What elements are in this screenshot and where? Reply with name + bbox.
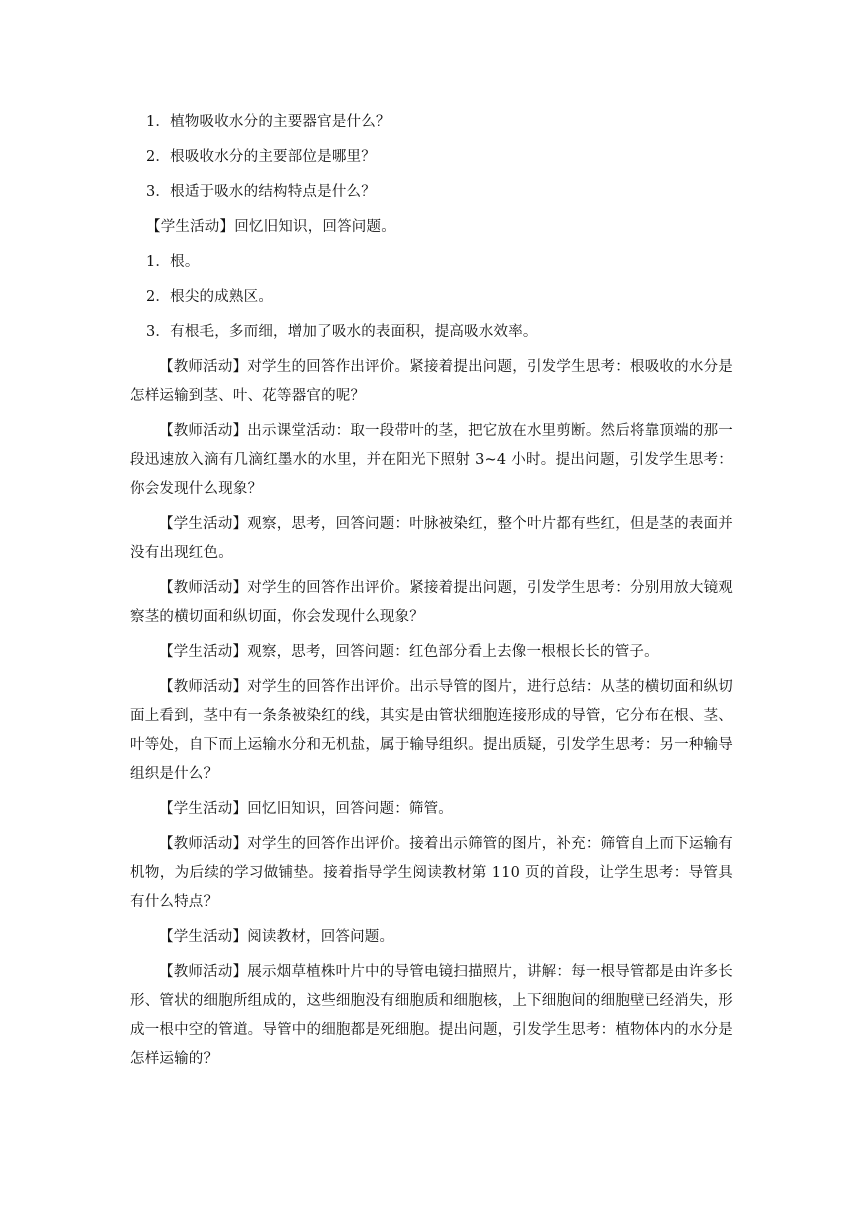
answer-2: 2．根尖的成熟区。 (146, 289, 274, 305)
student-activity-3: 【学生活动】观察，思考，回答问题：红色部分看上去像一根根长长的管子。 (159, 644, 659, 660)
answer-1: 1．根。 (146, 254, 200, 270)
teacher-activity-6: 【教师活动】展示烟草植株叶片中的导管电镜扫描照片，讲解：每一根导管都是由许多长形、管状的细胞所组成的，这些细胞没有细胞质和细胞核，上下细胞间的细胞壁已经消失，形成一根中空的管道。导管中的细胞都是死细胞。提出问题，引发学生思考：植物体内的水分是怎样运输的？ (130, 964, 733, 1067)
question-1: 1．植物吸收水分的主要器官是什么？ (146, 114, 391, 130)
question-3: 3．根适于吸水的结构特点是什么？ (146, 184, 376, 200)
teacher-activity-5: 【教师活动】对学生的回答作出评价。接着出示筛管的图片，补充：筛管自上而下运输有机物，为后续的学习做铺垫。接着指导学生阅读教材第 110 页的首段，让学生思考：导管具有什么特点？ (130, 836, 733, 910)
teacher-activity-2: 【教师活动】出示课堂活动：取一段带叶的茎，把它放在水里剪断。然后将靠顶端的那一段迅速放入滴有几滴红墨水的水里，并在阳光下照射 3~4 小时。提出问题，引发学生思考：你会发现什么现象？ (130, 423, 733, 497)
student-activity-5: 【学生活动】阅读教材，回答问题。 (159, 929, 395, 945)
question-2: 2．根吸收水分的主要部位是哪里？ (146, 149, 376, 165)
student-activity-2: 【学生活动】观察，思考，回答问题：叶脉被染红，整个叶片都有些红，但是茎的表面并没有出现红色。 (130, 516, 733, 561)
student-activity-4: 【学生活动】回忆旧知识，回答问题：筛管。 (159, 801, 453, 817)
student-activity-1: 【学生活动】回忆旧知识，回答问题。 (146, 219, 396, 235)
teacher-activity-4: 【教师活动】对学生的回答作出评价。出示导管的图片，进行总结：从茎的横切面和纵切面上看到，茎中有一条条被染红的线，其实是由管状细胞连接形成的导管，它分布在根、茎、叶等处，自下而上运输水分和无机盐，属于输导组织。提出质疑，引发学生思考：另一种输导组织是什么？ (130, 679, 733, 782)
teacher-activity-1: 【教师活动】对学生的回答作出评价。紧接着提出问题，引发学生思考：根吸收的水分是怎样运输到茎、叶、花等器官的呢？ (130, 359, 733, 404)
teacher-activity-3: 【教师活动】对学生的回答作出评价。紧接着提出问题，引发学生思考：分别用放大镜观察茎的横切面和纵切面，你会发现什么现象？ (130, 580, 733, 625)
answer-3: 3．有根毛，多而细，增加了吸水的表面积，提高吸水效率。 (146, 324, 538, 340)
document-body (130, 108, 733, 1080)
